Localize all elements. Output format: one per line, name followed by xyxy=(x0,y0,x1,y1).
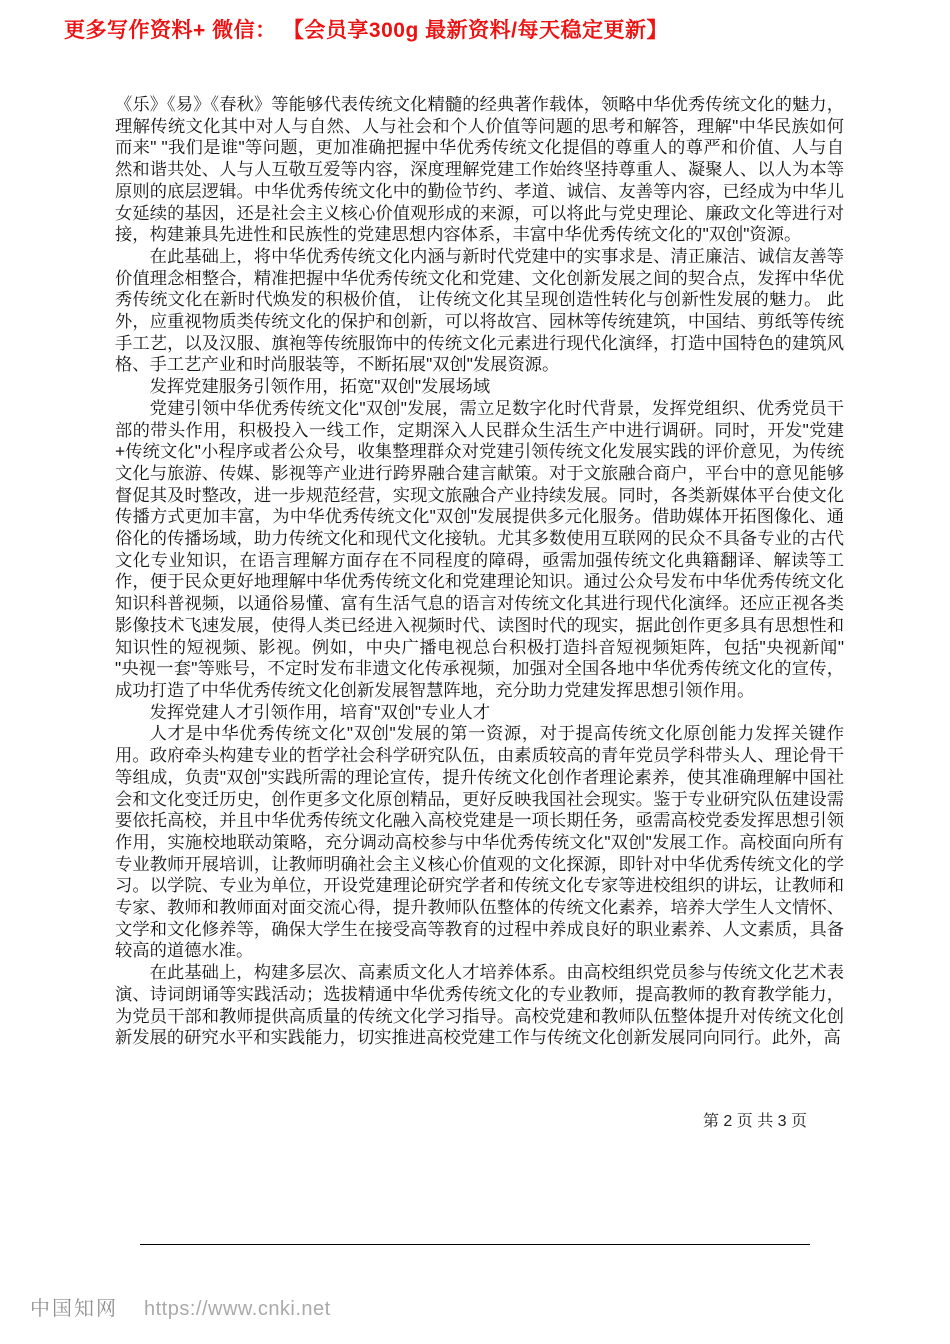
paragraph: 人才是中华优秀传统文化"双创"发展的第一资源，对于提高传统文化原创能力发挥关键作用。政府牵头构建专业的哲学社会科学研究队伍，由素质较高的青年党员学科带头人、理论骨干等组成，负责"双创"实践所需的理论宣传，提升传统文化创作者理论素养，使其准确理解中国社会和文化变迁历史，创作更多文化原创精品，更好反映我国社会现实。鉴于专业研究队伍建设需要依托高校，并且中华优秀传统文化融入高校党建是一项长期任务，亟需高校党委发挥思想引领作用，实施校地联动策略，充分调动高校参与中华优秀传统文化"双创"发展工作。高校面向所有专业教师开展培训，让教师明确社会主义核心价值观的文化探源，即针对中华优秀传统文化的学习。以学院、专业为单位，开设党建理论研究学者和传统文化专家等进校组织的讲坛，让教师和专家、教师和教师面对面交流心得，提升教师队伍整体的传统文化素养，培养大学生人文情怀、文学和文化修养等，确保大学生在接受高等教育的过程中养成良好的职业素养、人文素质，具备较高的道德水准。 xyxy=(115,723,844,961)
paragraph: 《乐》《易》《春秋》等能够代表传统文化精髓的经典著作载体，领略中华优秀传统文化的魅力，理解传统文化其中对人与自然、人与社会和个人价值等问题的思考和解答，理解"中华民族如何而来" "我们是谁"等问题，更加准确把握中华优秀传统文化提倡的尊重人的尊严和价值、人与自然和谐共处、人与人互敬互爱等内容，深度理解党建工作始终坚持尊重人、凝聚人、以人为本等原则的底层逻辑。中华优秀传统文化中的勤俭节约、孝道、诚信、友善等内容，已经成为中华儿女延续的基因，还是社会主义核心价值观形成的来源，可以将此与党史理论、廉政文化等进行对接，构建兼具先进性和民族性的党建思想内容体系，丰富中华优秀传统文化的"双创"资源。 xyxy=(115,94,844,245)
footer-divider-line xyxy=(140,1244,810,1245)
paragraph: 在此基础上，将中华优秀传统文化内涵与新时代党建中的实事求是、清正廉洁、诚信友善等价值理念相整合，精准把握中华优秀传统文化和党建、文化创新发展之间的契合点，发挥中华优秀传统文化在新时代焕发的积极价值， 让传统文化其呈现创造性转化与创新性发展的魅力。 此外，应重视物质类传统文化的保护和创新，可以将故宫、园林等传统建筑，中国结、剪纸等传统手工艺，以及汉服、旗袍等传统服饰中的传统文化元素进行现代化演绎，打造中国特色的建筑风格、手工艺产业和时尚服装等，不断拓展"双创"发展资源。 xyxy=(115,245,844,375)
cnki-url: https://www.cnki.net xyxy=(144,1298,331,1320)
paragraph: 党建引领中华优秀传统文化"双创"发展，需立足数字化时代背景，发挥党组织、优秀党员干部的带头作用，积极投入一线工作，定期深入人民群众生活生产中进行调研。同时，开发"党建+传统文化"小程序或者公众号，收集整理群众对党建引领传统文化发展实践的评价意见，为传统文化与旅游、传媒、影视等产业进行跨界融合建言献策。对于文旅融合商户，平台中的意见能够督促其及时整改，进一步规范经营，实现文旅融合产业持续发展。同时，各类新媒体平台使文化传播方式更加丰富，为中华优秀传统文化"双创"发展提供多元化服务。借助媒体开拓图像化、通俗化的传播场域，助力传统文化和现代文化接轨。尤其多数使用互联网的民众不具备专业的古代文化专业知识，在语言理解方面存在不同程度的障碍，亟需加强传统文化典籍翻译、解读等工作，便于民众更好地理解中华优秀传统文化和党建理论知识。通过公众号发布中华优秀传统文化知识科普视频，以通俗易懂、富有生活气息的语言对传统文化其进行现代化演绎。还应正视各类影像技术飞速发展，使得人类已经进入视频时代、读图时代的现实，据此创作更多具有思想性和知识性的短视频、影视。例如，中央广播电视总台积极打造抖音短视频矩阵，包括"央视新闻" "央视一套"等账号，不定时发布非遗文化传承视频，加强对全国各地中华优秀传统文化的宣传，成功打造了中华优秀传统文化创新发展智慧阵地，充分助力党建发挥思想引领作用。 xyxy=(115,397,844,700)
document-body xyxy=(115,94,844,1049)
cnki-watermark xyxy=(30,1292,331,1321)
section-heading: 发挥党建人才引领作用，培育"双创"专业人才 xyxy=(149,701,491,722)
cnki-logo-text: 中国知网 xyxy=(30,1298,118,1320)
page-number: 第 2 页 共 3 页 xyxy=(702,1113,807,1130)
section-heading: 发挥党建服务引领作用，拓宽"双创"发展场域 xyxy=(149,376,491,397)
promo-banner: 更多写作资料+ 微信： 【会员享300g 最新资料/每天稳定更新】 xyxy=(64,19,668,42)
paragraph: 在此基础上，构建多层次、高素质文化人才培养体系。由高校组织党员参与传统文化艺术表演、诗词朗诵等实践活动；选拔精通中华优秀传统文化的专业教师，提高教师的教育教学能力，为党员干部和教师提供高质量的传统文化学习指导。高校党建和教师队伍整体提升对传统文化创新发展的研究水平和实践能力，切实推进高校党建工作与传统文化创新发展同向同行。此外，高 xyxy=(115,962,844,1048)
